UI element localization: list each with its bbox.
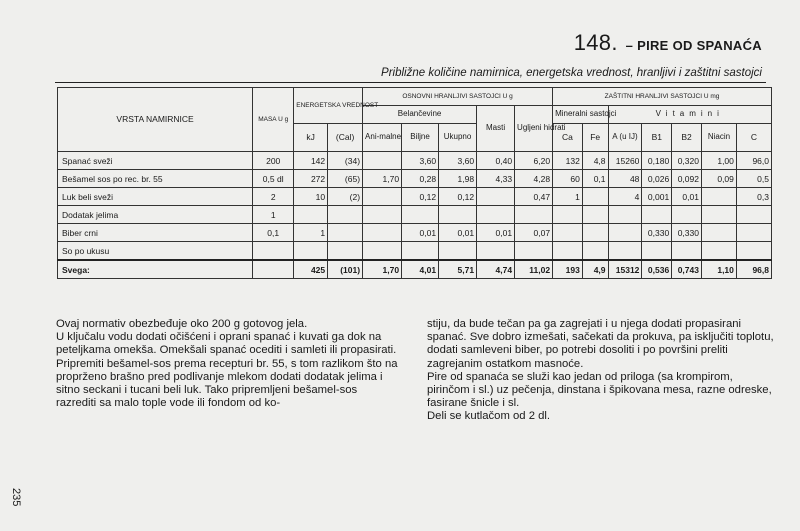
table-cell [402,242,439,261]
table-cell: 1,00 [701,152,736,170]
table-cell: (2) [328,188,363,206]
col-header-name: VRSTA NAMIRNICE [58,88,253,152]
table-cell [477,242,515,261]
table-cell [294,242,328,261]
table-cell: 0,743 [672,260,702,279]
table-cell: 1,70 [363,260,402,279]
ingredient-name: Spanać sveži [58,152,253,170]
table-cell: 0,01 [402,224,439,242]
table-row [58,188,772,206]
table-cell: 3,60 [402,152,439,170]
table-cell: 0,47 [515,188,553,206]
table-cell [363,224,402,242]
table-cell [363,152,402,170]
page-title [574,30,762,56]
table-cell: 193 [553,260,583,279]
table-cell: 48 [608,170,642,188]
table-cell: 0,12 [439,188,477,206]
col-header-carbs: Ugljeni hidrati [515,106,553,152]
table-cell [477,188,515,206]
paragraph: U ključalu vodu dodati očišćeni i oprani spanać i kuvati ga dok na peteljkama omekša. Omekšali spanać ocediti i samleti ili propasirati. [56,331,397,357]
table-cell [582,206,608,224]
group-header-protective: ZAŠTITNI HRANLJIVI SASTOJCI U mg [553,88,772,106]
col-header-vit-b1: B1 [642,124,672,152]
ingredient-name: Bešamel sos po rec. br. 55 [58,170,253,188]
table-cell: 0,5 [736,170,771,188]
table-cell: 0,001 [642,188,672,206]
table-cell: 0,12 [402,188,439,206]
table-cell: 0,1 [253,224,294,242]
col-header-niacin: Niacin [701,124,736,152]
table-cell: 0,01 [672,188,702,206]
table-cell [672,242,702,261]
table-cell: 0,28 [402,170,439,188]
table-cell: 15312 [608,260,642,279]
group-header-basic: OSNOVNI HRANLJIVI SASTOJCI U g [363,88,553,106]
table-cell [736,206,771,224]
table-cell: 425 [294,260,328,279]
table-cell: 3,60 [439,152,477,170]
table-row [58,170,772,188]
table-cell [439,242,477,261]
table-cell: 0,330 [672,224,702,242]
table-cell: 0,01 [477,224,515,242]
recipe-name: – PIRE OD SPANAĆA [625,38,762,53]
table-cell [701,242,736,261]
table-cell [701,188,736,206]
table-cell: 15260 [608,152,642,170]
table-cell [582,224,608,242]
table-cell [363,188,402,206]
col-header-vit-a: A (u IJ) [608,124,642,152]
table-cell [253,242,294,261]
table-cell: 1,70 [363,170,402,188]
table-cell: 11,02 [515,260,553,279]
table-row [58,242,772,261]
table-cell [701,224,736,242]
col-header-kj: kJ [294,124,328,152]
table-cell [553,206,583,224]
table-cell: 6,20 [515,152,553,170]
col-header-total-protein: Ukupno [439,124,477,152]
paragraph: Pripremiti bešamel-sos prema recepturi br. 55, s tom razlikom što na proprženo brašno pred podlivanje mlekom dodati dodatak jelima i sitno seckani i tucani beli luk. Tako pripremljeni bešamel-sos razrediti sa malo tople vode ili fondom od ko- [56,357,398,410]
col-header-mass: MASA U g [253,88,294,152]
table-cell [608,242,642,261]
col-header-ca: Ca [553,124,583,152]
table-cell: 1 [553,188,583,206]
table-row [58,224,772,242]
table-row [58,152,772,170]
table-cell [294,206,328,224]
table-cell: 60 [553,170,583,188]
table-cell: 4,74 [477,260,515,279]
table-cell [582,242,608,261]
table-subtitle: Približne količine namirnica, energetska vrednost, hranljivi i zaštitni sastojci [381,67,762,79]
table-cell [477,206,515,224]
paragraph: Deli se kutlačom od 2 dl. [427,410,551,423]
table-cell [553,242,583,261]
table-cell: 272 [294,170,328,188]
table-cell [402,206,439,224]
table-cell: 96,0 [736,152,771,170]
col-header-cal: (Cal) [328,124,363,152]
table-cell: 0,07 [515,224,553,242]
table-cell: 1,98 [439,170,477,188]
recipe-number: 148. [573,30,618,55]
ingredient-name: Luk beli sveži [58,188,253,206]
paragraph: Ovaj normativ obezbeđuje oko 200 g gotovog jela. [56,318,308,330]
table-cell: 1 [253,206,294,224]
table-cell [515,242,553,261]
table-cell: 4 [608,188,642,206]
nutrition-table [57,87,772,279]
table-cell: 0,536 [642,260,672,279]
table-cell: 132 [553,152,583,170]
table-cell: 1 [294,224,328,242]
table-cell [253,260,294,279]
col-header-plant: Biljne [402,124,439,152]
total-row [58,260,772,279]
table-cell: 2 [253,188,294,206]
table-cell: 0,320 [672,152,702,170]
header-rule [55,82,766,83]
col-header-fat: Masti [477,106,515,152]
table-cell: 4,8 [582,152,608,170]
instructions-left-column [56,318,398,410]
table-cell: 1,10 [701,260,736,279]
table-cell [582,188,608,206]
table-cell [363,206,402,224]
table-cell: 142 [294,152,328,170]
table-cell [328,224,363,242]
table-cell [363,242,402,261]
table-cell: 0,180 [642,152,672,170]
table-cell [736,224,771,242]
paragraph: stiju, da bude tečan pa ga zagrejati i u njega dodati propasirani spanać. Sve dobro izmešati, sačekati da prokuva, pa isključiti toplotu, dodati samleveni biber, po potrebi dosoliti i po površini preliti zagrejanim ostatkom masnoće. [427,318,774,370]
table-cell [642,242,672,261]
group-header-proteins: Belančevine [363,106,477,124]
page-number: 235 [10,488,22,507]
ingredient-name: Svega: [58,260,253,279]
table-cell: 0,026 [642,170,672,188]
table-cell [701,206,736,224]
table-cell: 0,092 [672,170,702,188]
table-cell: (65) [328,170,363,188]
paragraph: Pire od spanaća se služi kao jedan od priloga (sa krompirom, pirinčom i sl.) uz pečenja, dinstana i špikovana mesa, razne odreske, fasirane šnicle i sl. [427,370,772,410]
header-row-1 [58,88,772,106]
col-header-vit-b2: B2 [672,124,702,152]
table-cell: 0,5 dl [253,170,294,188]
table-cell: 4,33 [477,170,515,188]
table-body [58,152,772,279]
table-cell [672,206,702,224]
table-cell: 0,1 [582,170,608,188]
group-header-vitamins: Vitamini [608,106,771,124]
ingredient-name: Biber crni [58,224,253,242]
table-cell: 10 [294,188,328,206]
table-cell: (34) [328,152,363,170]
table-cell: 0,09 [701,170,736,188]
table-cell [642,206,672,224]
group-header-minerals: Mineralni sastojci [553,106,608,124]
table-cell [736,242,771,261]
table-cell: 4,01 [402,260,439,279]
col-header-vit-c: C [736,124,771,152]
table-cell [608,206,642,224]
instructions-right-column [427,318,775,424]
table-cell: 200 [253,152,294,170]
ingredient-name: Dodatak jelima [58,206,253,224]
table-cell [328,206,363,224]
table-cell [439,206,477,224]
table-cell: (101) [328,260,363,279]
table-cell: 0,40 [477,152,515,170]
col-header-energy: ENERGETSKA VREDNOST [294,88,363,124]
ingredient-name: So po ukusu [58,242,253,261]
table-row [58,206,772,224]
table-cell [608,224,642,242]
col-header-animal: Ani-malne [363,124,402,152]
table-cell: 5,71 [439,260,477,279]
table-cell: 96,8 [736,260,771,279]
table-cell: 0,330 [642,224,672,242]
table-cell [328,242,363,261]
table-cell: 4,9 [582,260,608,279]
table-cell: 0,01 [439,224,477,242]
col-header-fe: Fe [582,124,608,152]
table-cell: 0,3 [736,188,771,206]
table-cell: 4,28 [515,170,553,188]
table-cell [553,224,583,242]
table-cell [515,206,553,224]
